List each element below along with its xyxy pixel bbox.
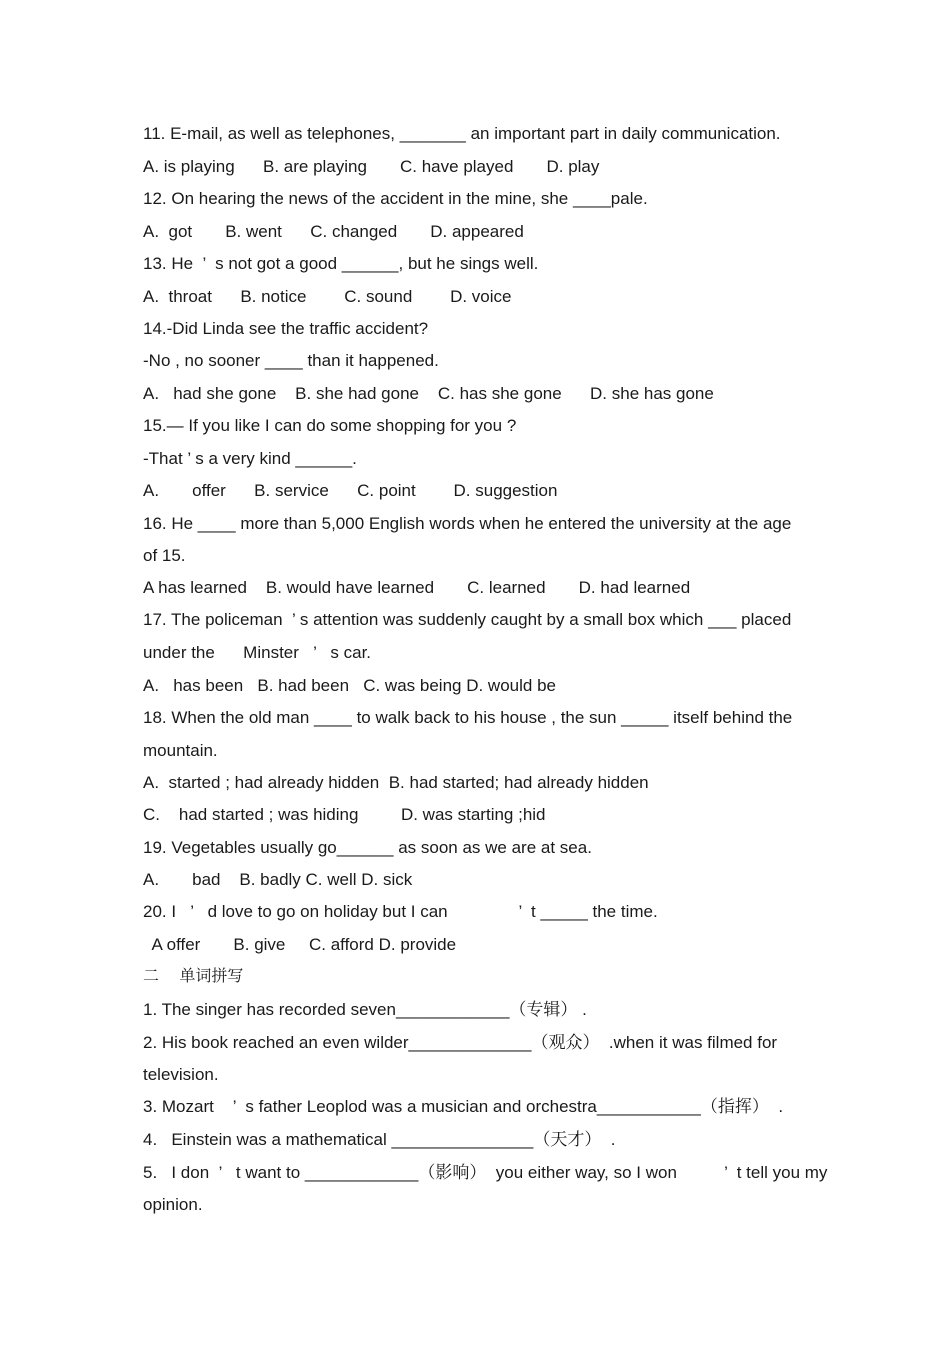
question-14-reply: -No , no sooner ____ than it happened.	[143, 351, 439, 370]
question-18: 18. When the old man ____ to walk back to his house , the sun _____ itself behind the	[143, 708, 793, 727]
question-16-cont: of 15.	[143, 546, 186, 565]
question-20: 20. I ’ d love to go on holiday but I can ’ t _____ the time.	[143, 902, 658, 921]
question-18-cont: mountain.	[143, 741, 218, 760]
question-12: 12. On hearing the news of the accident in the mine, she ____pale.	[143, 189, 648, 208]
question-13-options: A. throat B. notice C. sound D. voice	[143, 287, 512, 306]
question-18-options-cd: C. had started ; was hiding D. was starting ;hid	[143, 805, 546, 824]
question-19-options: A. bad B. badly C. well D. sick	[143, 870, 413, 889]
question-14: 14.-Did Linda see the traffic accident?	[143, 319, 429, 338]
question-17: 17. The policeman ’ s attention was suddenly caught by a small box which ___ placed	[143, 610, 792, 629]
question-16: 16. He ____ more than 5,000 English words when he entered the university at the age	[143, 514, 792, 533]
question-20-options: A offer B. give C. afford D. provide	[143, 935, 457, 954]
section-2-heading: 二 单词拼写	[143, 966, 244, 985]
question-15-options: A. offer B. service C. point D. suggestion	[143, 481, 558, 500]
question-17-options: A. has been B. had been C. was being D. would be	[143, 676, 556, 695]
spelling-4: 4. Einstein was a mathematical _______________（天才） .	[143, 1130, 616, 1149]
question-11: 11. E-mail, as well as telephones, _______ an important part in daily communication.	[143, 124, 781, 143]
spelling-5-cont: opinion.	[143, 1195, 203, 1214]
question-15: 15.— If you like I can do some shopping for you ?	[143, 416, 517, 435]
spelling-5: 5. I don ’ t want to ____________（影响） you either way, so I won ’ t tell you my	[143, 1163, 828, 1182]
question-19: 19. Vegetables usually go______ as soon as we are at sea.	[143, 838, 592, 857]
spelling-2-cont: television.	[143, 1065, 219, 1084]
question-13: 13. He ’ s not got a good ______, but he sings well.	[143, 254, 539, 273]
question-12-options: A. got B. went C. changed D. appeared	[143, 222, 524, 241]
spelling-2: 2. His book reached an even wilder_____________（观众） .when it was filmed for	[143, 1033, 778, 1052]
spelling-1: 1. The singer has recorded seven____________（专辑） .	[143, 1000, 587, 1019]
question-16-options: A has learned B. would have learned C. learned D. had learned	[143, 578, 691, 597]
question-18-options-ab: A. started ; had already hidden B. had started; had already hidden	[143, 773, 649, 792]
question-15-reply: -That ’ s a very kind ______.	[143, 449, 357, 468]
question-11-options: A. is playing B. are playing C. have played D. play	[143, 157, 600, 176]
spelling-3: 3. Mozart ’ s father Leoplod was a musician and orchestra___________（指挥） .	[143, 1097, 784, 1116]
question-17-cont: under the Minster ’ s car.	[143, 643, 372, 662]
question-14-options: A. had she gone B. she had gone C. has she gone D. she has gone	[143, 384, 714, 403]
